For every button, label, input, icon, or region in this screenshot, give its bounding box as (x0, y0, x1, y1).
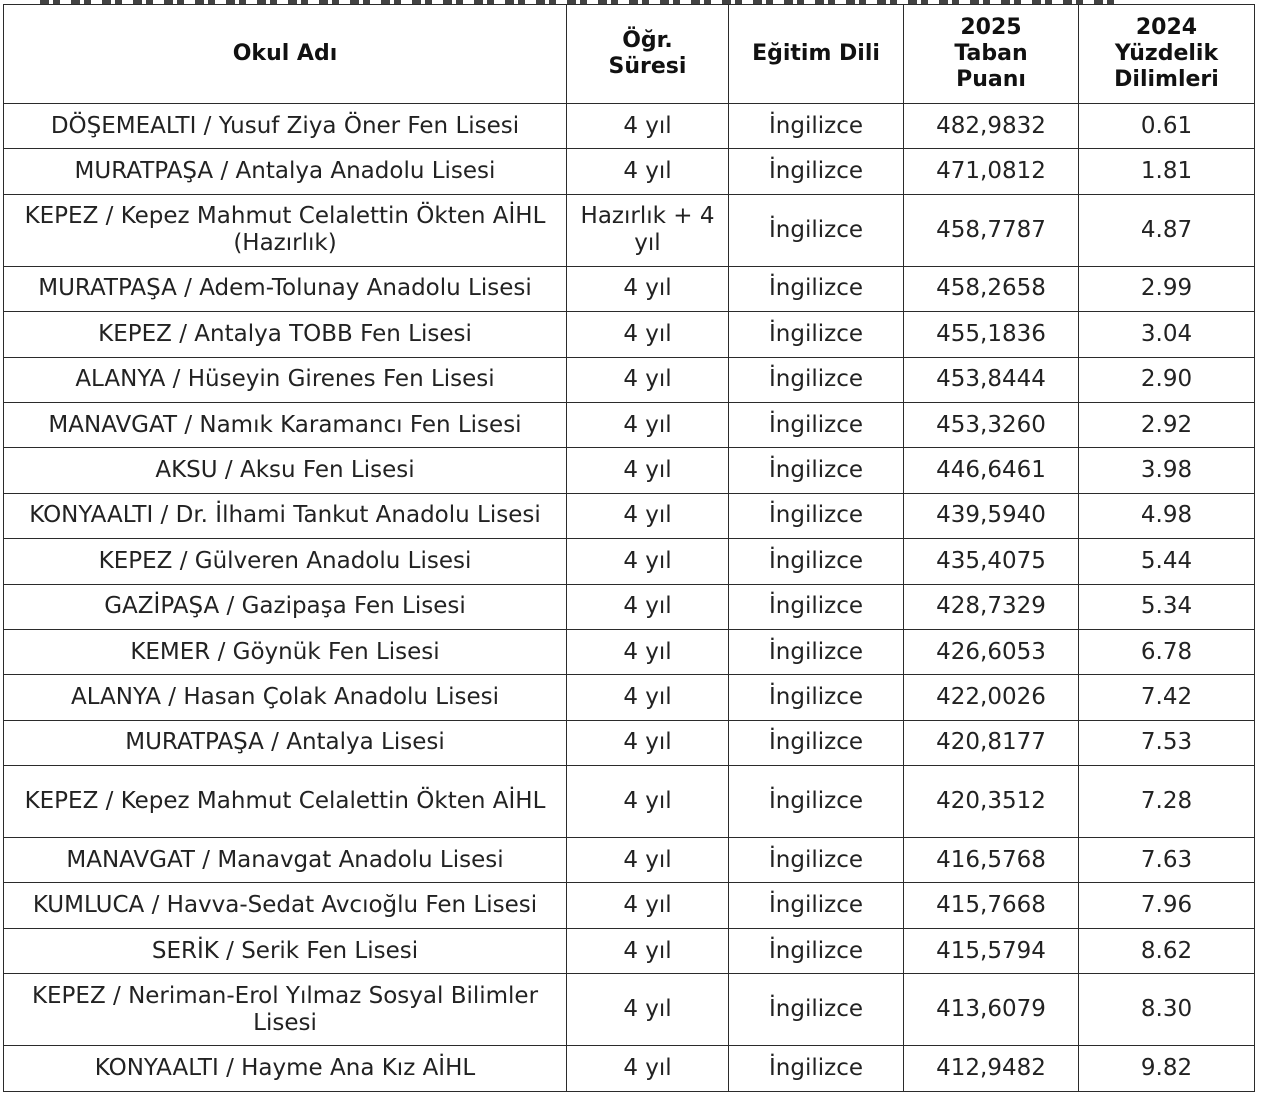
base-score-cell: 453,3260 (904, 402, 1079, 447)
school-name-cell: ALANYA / Hasan Çolak Anadolu Lisesi (4, 675, 567, 720)
school-name-cell: KEPEZ / Neriman-Erol Yılmaz Sosyal Bilimler Lisesi (4, 974, 567, 1046)
school-name-cell: MANAVGAT / Manavgat Anadolu Lisesi (4, 838, 567, 883)
language-cell: İngilizce (729, 928, 904, 973)
header-egitim-dili: Eğitim Dili (729, 5, 904, 104)
language-cell: İngilizce (729, 838, 904, 883)
header-taban-puani: 2025 Taban Puanı (904, 5, 1079, 104)
language-cell: İngilizce (729, 1046, 904, 1091)
school-name-cell: SERİK / Serik Fen Lisesi (4, 928, 567, 973)
base-score-cell: 446,6461 (904, 448, 1079, 493)
school-name-cell: MURATPAŞA / Antalya Lisesi (4, 720, 567, 765)
duration-cell: 4 yıl (567, 448, 729, 493)
school-name-cell: KEPEZ / Antalya TOBB Fen Lisesi (4, 312, 567, 357)
percentile-cell: 7.42 (1079, 675, 1255, 720)
duration-cell: Hazırlık + 4 yıl (567, 194, 729, 266)
table-row (4, 104, 1255, 149)
duration-cell: 4 yıl (567, 584, 729, 629)
duration-cell: 4 yıl (567, 720, 729, 765)
base-score-cell: 458,2658 (904, 266, 1079, 311)
base-score-cell: 415,5794 (904, 928, 1079, 973)
table-row (4, 266, 1255, 311)
duration-cell: 4 yıl (567, 539, 729, 584)
duration-cell: 4 yıl (567, 104, 729, 149)
duration-cell: 4 yıl (567, 357, 729, 402)
header-okul-adi: Okul Adı (4, 5, 567, 104)
table-row (4, 402, 1255, 447)
language-cell: İngilizce (729, 883, 904, 928)
language-cell: İngilizce (729, 194, 904, 266)
base-score-cell: 420,3512 (904, 766, 1079, 838)
duration-cell: 4 yıl (567, 1046, 729, 1091)
school-name-cell: KONYAALTI / Dr. İlhami Tankut Anadolu Lisesi (4, 493, 567, 538)
header-ogrenim-suresi: Öğr. Süresi (567, 5, 729, 104)
school-name-cell: KEMER / Göynük Fen Lisesi (4, 629, 567, 674)
school-name-cell: MURATPAŞA / Adem-Tolunay Anadolu Lisesi (4, 266, 567, 311)
percentile-cell: 2.90 (1079, 357, 1255, 402)
duration-cell: 4 yıl (567, 883, 729, 928)
percentile-cell: 5.34 (1079, 584, 1255, 629)
percentile-cell: 2.92 (1079, 402, 1255, 447)
percentile-cell: 5.44 (1079, 539, 1255, 584)
percentile-cell: 4.87 (1079, 194, 1255, 266)
table-row (4, 838, 1255, 883)
base-score-cell: 413,6079 (904, 974, 1079, 1046)
table-row (4, 1046, 1255, 1091)
school-name-cell: AKSU / Aksu Fen Lisesi (4, 448, 567, 493)
duration-cell: 4 yıl (567, 928, 729, 973)
table-row (4, 584, 1255, 629)
language-cell: İngilizce (729, 149, 904, 194)
school-name-cell: MURATPAŞA / Antalya Anadolu Lisesi (4, 149, 567, 194)
base-score-cell: 435,4075 (904, 539, 1079, 584)
language-cell: İngilizce (729, 104, 904, 149)
percentile-cell: 7.28 (1079, 766, 1255, 838)
school-name-cell: KEPEZ / Gülveren Anadolu Lisesi (4, 539, 567, 584)
language-cell: İngilizce (729, 493, 904, 538)
table-row (4, 357, 1255, 402)
table-row (4, 675, 1255, 720)
percentile-cell: 4.98 (1079, 493, 1255, 538)
table-row (4, 493, 1255, 538)
language-cell: İngilizce (729, 629, 904, 674)
percentile-cell: 7.96 (1079, 883, 1255, 928)
duration-cell: 4 yıl (567, 629, 729, 674)
table-row (4, 539, 1255, 584)
table-header-row (4, 5, 1255, 104)
language-cell: İngilizce (729, 974, 904, 1046)
base-score-cell: 422,0026 (904, 675, 1079, 720)
header-yuzdelik-dilim: 2024 Yüzdelik Dilimleri (1079, 5, 1255, 104)
table-row (4, 928, 1255, 973)
percentile-cell: 7.53 (1079, 720, 1255, 765)
table-row (4, 974, 1255, 1046)
table-row (4, 883, 1255, 928)
school-name-cell: ALANYA / Hüseyin Girenes Fen Lisesi (4, 357, 567, 402)
language-cell: İngilizce (729, 766, 904, 838)
base-score-cell: 482,9832 (904, 104, 1079, 149)
language-cell: İngilizce (729, 266, 904, 311)
language-cell: İngilizce (729, 448, 904, 493)
base-score-cell: 415,7668 (904, 883, 1079, 928)
percentile-cell: 8.30 (1079, 974, 1255, 1046)
language-cell: İngilizce (729, 357, 904, 402)
percentile-cell: 1.81 (1079, 149, 1255, 194)
table-row (4, 720, 1255, 765)
base-score-cell: 455,1836 (904, 312, 1079, 357)
duration-cell: 4 yıl (567, 149, 729, 194)
base-score-cell: 471,0812 (904, 149, 1079, 194)
school-name-cell: KONYAALTI / Hayme Ana Kız AİHL (4, 1046, 567, 1091)
percentile-cell: 2.99 (1079, 266, 1255, 311)
base-score-cell: 416,5768 (904, 838, 1079, 883)
duration-cell: 4 yıl (567, 493, 729, 538)
table-row (4, 766, 1255, 838)
language-cell: İngilizce (729, 539, 904, 584)
duration-cell: 4 yıl (567, 766, 729, 838)
base-score-cell: 420,8177 (904, 720, 1079, 765)
school-name-cell: KEPEZ / Kepez Mahmut Celalettin Ökten AİHL (4, 766, 567, 838)
table-row (4, 448, 1255, 493)
percentile-cell: 8.62 (1079, 928, 1255, 973)
duration-cell: 4 yıl (567, 312, 729, 357)
duration-cell: 4 yıl (567, 402, 729, 447)
duration-cell: 4 yıl (567, 675, 729, 720)
school-name-cell: KEPEZ / Kepez Mahmut Celalettin Ökten AİHL (Hazırlık) (4, 194, 567, 266)
school-name-cell: MANAVGAT / Namık Karamancı Fen Lisesi (4, 402, 567, 447)
base-score-cell: 426,6053 (904, 629, 1079, 674)
duration-cell: 4 yıl (567, 838, 729, 883)
school-score-table (3, 4, 1255, 1092)
language-cell: İngilizce (729, 402, 904, 447)
table-row (4, 149, 1255, 194)
percentile-cell: 0.61 (1079, 104, 1255, 149)
base-score-cell: 439,5940 (904, 493, 1079, 538)
language-cell: İngilizce (729, 720, 904, 765)
duration-cell: 4 yıl (567, 974, 729, 1046)
language-cell: İngilizce (729, 312, 904, 357)
percentile-cell: 6.78 (1079, 629, 1255, 674)
duration-cell: 4 yıl (567, 266, 729, 311)
school-name-cell: DÖŞEMEALTI / Yusuf Ziya Öner Fen Lisesi (4, 104, 567, 149)
language-cell: İngilizce (729, 675, 904, 720)
percentile-cell: 9.82 (1079, 1046, 1255, 1091)
school-name-cell: KUMLUCA / Havva-Sedat Avcıoğlu Fen Lisesi (4, 883, 567, 928)
table-row (4, 629, 1255, 674)
percentile-cell: 3.04 (1079, 312, 1255, 357)
language-cell: İngilizce (729, 584, 904, 629)
percentile-cell: 3.98 (1079, 448, 1255, 493)
table-row (4, 194, 1255, 266)
base-score-cell: 458,7787 (904, 194, 1079, 266)
base-score-cell: 412,9482 (904, 1046, 1079, 1091)
base-score-cell: 428,7329 (904, 584, 1079, 629)
table-row (4, 312, 1255, 357)
percentile-cell: 7.63 (1079, 838, 1255, 883)
school-name-cell: GAZİPAŞA / Gazipaşa Fen Lisesi (4, 584, 567, 629)
base-score-cell: 453,8444 (904, 357, 1079, 402)
